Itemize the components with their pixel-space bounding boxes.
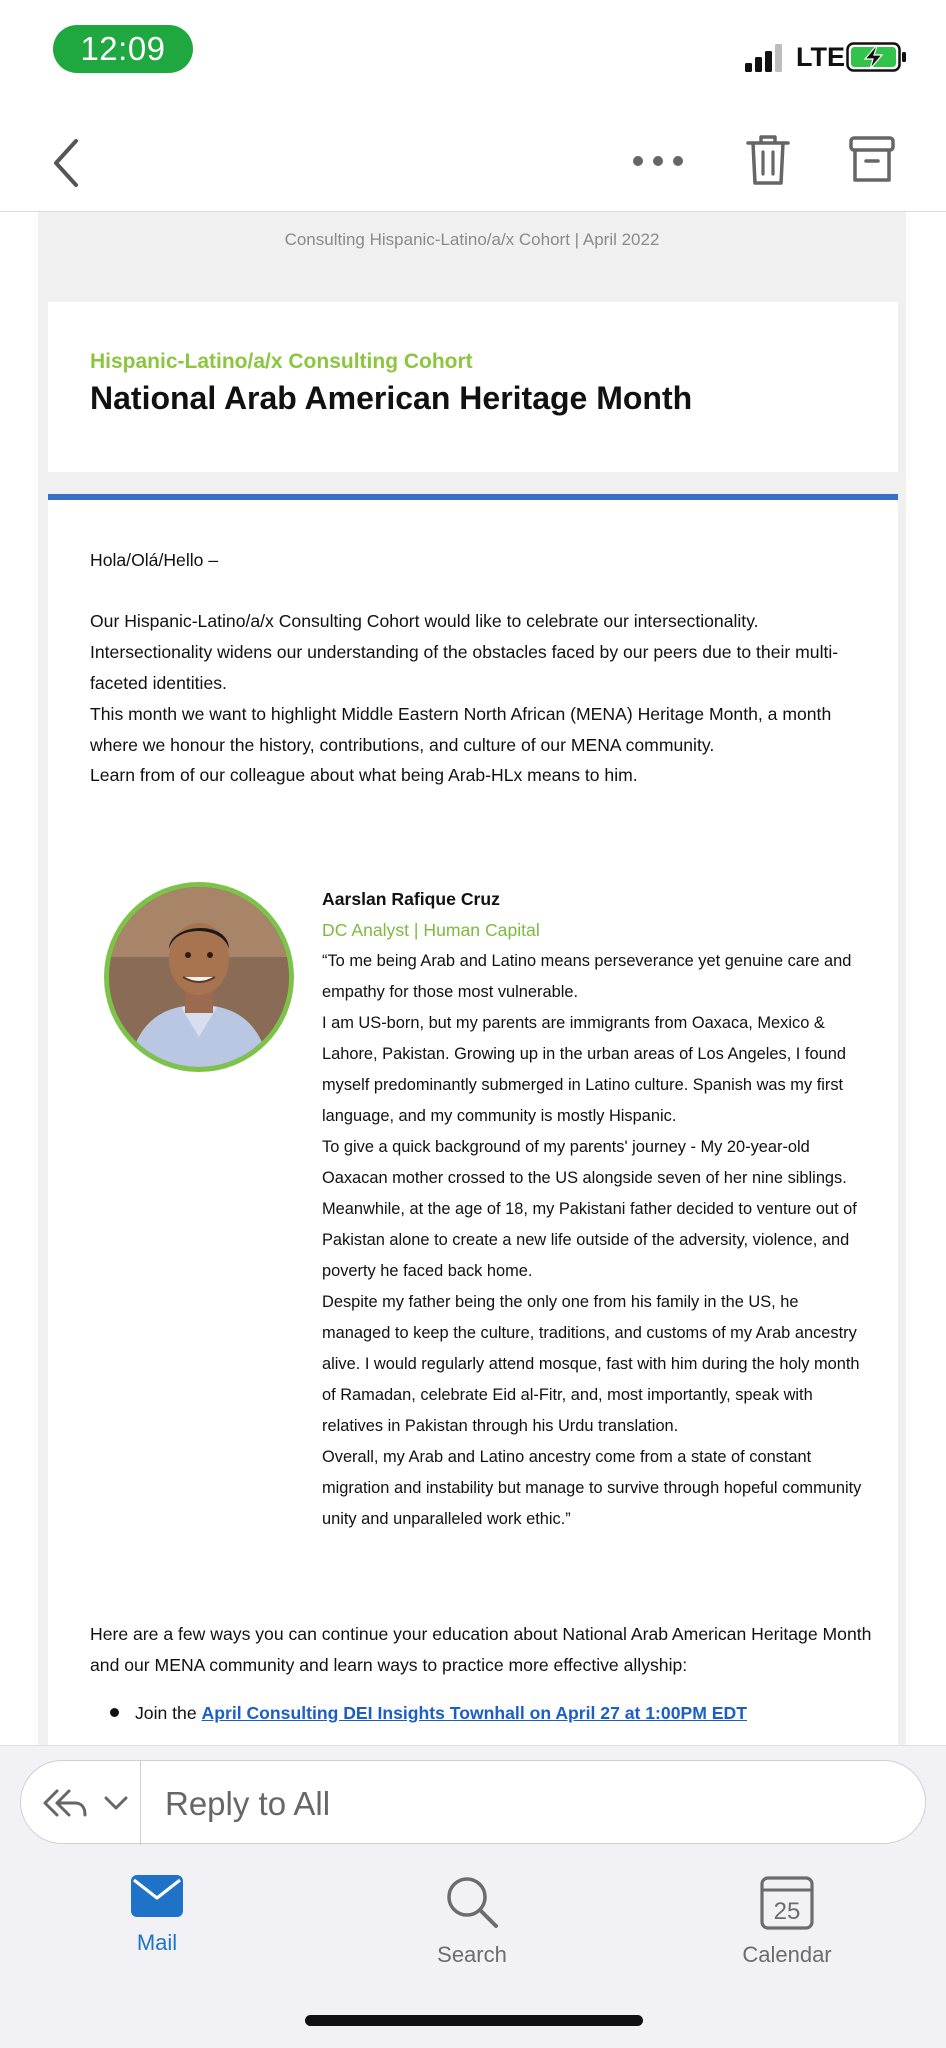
chevron-left-icon[interactable] — [46, 135, 86, 191]
newsletter-header — [48, 302, 898, 472]
tab-search[interactable] — [392, 1874, 552, 1974]
reply-all-icon — [41, 1785, 89, 1821]
archive-icon[interactable] — [848, 134, 896, 186]
list-item — [110, 1698, 747, 1729]
profile-quote — [322, 946, 862, 1535]
newsletter-frame — [38, 212, 906, 1745]
calendar-day: 25 — [773, 1898, 801, 1925]
tab-search-label: Search — [437, 1942, 507, 1967]
status-bar — [0, 0, 946, 110]
bullet-dot — [110, 1708, 119, 1717]
tab-calendar[interactable] — [707, 1874, 867, 1974]
quote-paragraph: I am US-born, but my parents are immigrants from Oaxaca, Mexico & Lahore, Pakistan. Growing up in the urban areas of Los Angeles, I found myself predominantly submerged in Latino culture. Spanish was my first language, and my community is mostly Hispanic. — [322, 1014, 846, 1125]
bullet-prefix: Join the — [135, 1703, 197, 1723]
mail-icon — [130, 1874, 184, 1918]
home-indicator — [305, 2015, 643, 2026]
quote-paragraph: “To me being Arab and Latino means perseverance yet genuine care and empathy for those most vulnerable. — [322, 952, 852, 1001]
tab-mail[interactable] — [77, 1874, 237, 1974]
reply-options-button[interactable] — [21, 1761, 141, 1845]
chevron-down-icon — [103, 1793, 129, 1813]
reply-field[interactable] — [20, 1760, 926, 1844]
profile-photo — [104, 882, 294, 1072]
profile-block — [322, 884, 862, 1535]
tab-calendar-label: Calendar — [742, 1942, 832, 1967]
trash-icon[interactable] — [744, 132, 792, 188]
message-toolbar — [0, 110, 946, 212]
email-title: National Arab American Heritage Month — [90, 380, 693, 416]
calendar-icon — [760, 1874, 814, 1930]
battery-charging-icon — [846, 42, 908, 72]
intro-paragraph: Our Hispanic-Latino/a/x Consulting Cohort would like to celebrate our intersectionality. Intersectionality widens our understanding of the obstacles faced by our peers due to their multi-faceted identities. — [90, 611, 839, 693]
townhall-link[interactable]: April Consulting DEI Insights Townhall on April 27 at 1:00PM EDT — [201, 1703, 747, 1723]
person-photo-icon — [109, 887, 289, 1067]
mena-paragraph: This month we want to highlight Middle Eastern North African (MENA) Heritage Month, a month where we honour the history, contributions, and culture of our MENA community. — [90, 704, 832, 755]
newsletter-content — [48, 500, 898, 1745]
closing-paragraph: Here are a few ways you can continue your education about National Arab American Heritage Month and our MENA community and learn ways to practice more effective allyship: — [90, 1624, 872, 1675]
profile-name: Aarslan Rafique Cruz — [322, 889, 500, 909]
quote-paragraph: Overall, my Arab and Latino ancestry come from a state of constant migration and instability but manage to survive through hopeful community unity and unparalleled work ethic.” — [322, 1448, 862, 1528]
greeting: Hola/Olá/Hello – — [90, 550, 219, 570]
more-icon[interactable] — [630, 148, 686, 174]
email-body[interactable] — [0, 212, 946, 1745]
learn-paragraph: Learn from of our colleague about what being Arab-HLx means to him. — [90, 765, 638, 785]
status-time: 12:09 — [53, 25, 193, 73]
cohort-label: Hispanic-Latino/a/x Consulting Cohort — [90, 350, 473, 373]
network-type: LTE — [796, 42, 845, 72]
quote-paragraph: To give a quick background of my parents' journey - My 20-year-old Oaxacan mother crossed to the US alongside seven of her nine siblings. Meanwhile, at the age of 18, my Pakistani father decided to venture out of Pakistan alone to create a new life outside of the adversity, violence, and poverty he faced back home. — [322, 1138, 857, 1280]
quote-paragraph: Despite my father being the only one from his family in the US, he managed to keep the culture, traditions, and customs of my Arab ancestry alive. I would regularly attend mosque, fast with him during the holy month of Ramadan, celebrate Eid al-Fitr, and, most importantly, speak with relatives in Pakistan through his Urdu translation. — [322, 1293, 860, 1435]
signal-icon — [745, 44, 785, 72]
reply-placeholder[interactable]: Reply to All — [165, 1785, 331, 1822]
profile-role: DC Analyst | Human Capital — [322, 920, 540, 940]
tab-mail-label: Mail — [136, 1930, 178, 1955]
search-icon — [444, 1874, 500, 1930]
preheader-text: Consulting Hispanic-Latino/a/x Cohort | April 2022 — [284, 230, 660, 249]
reply-bar — [0, 1745, 946, 1850]
